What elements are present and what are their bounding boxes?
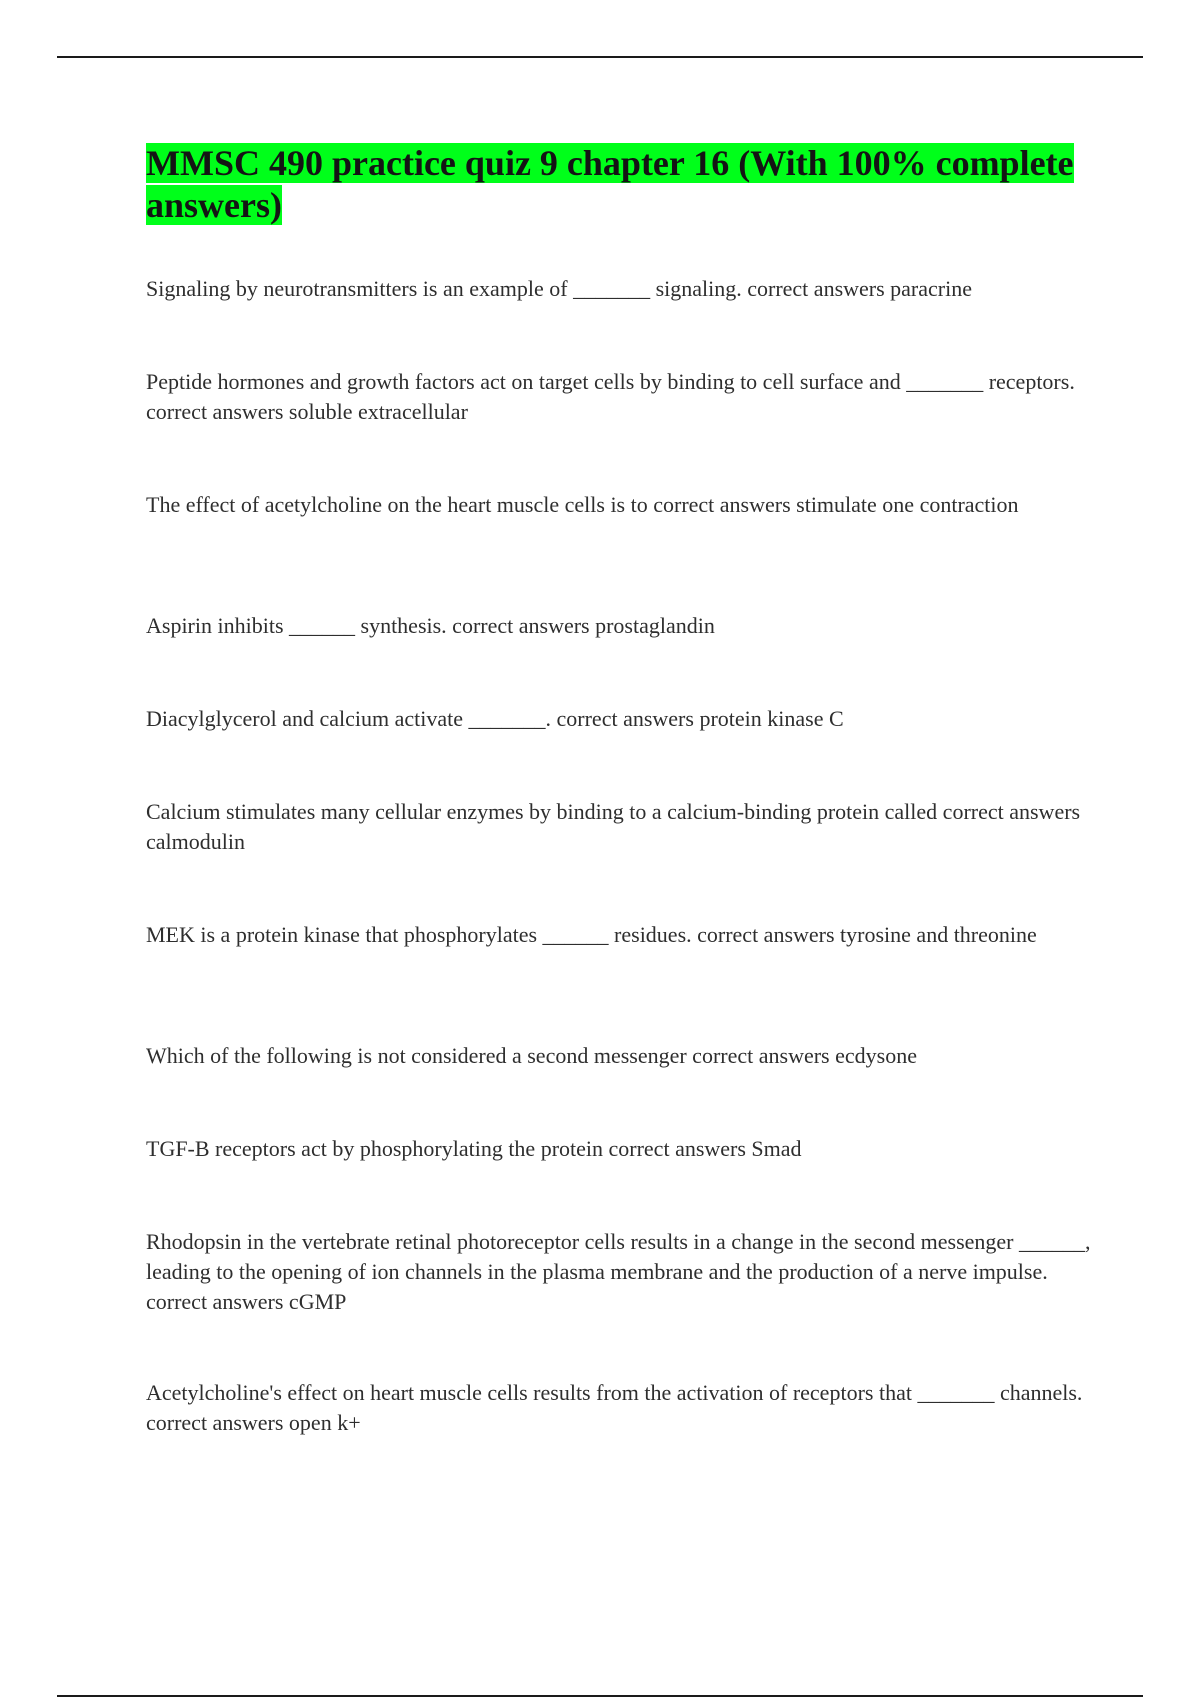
- qa-item: Rhodopsin in the vertebrate retinal photoreceptor cells results in a change in the second messenger ______, leading to the opening of ion channels in the plasma membrane and the production of a nerve impulse. correct answers cGMP: [146, 1229, 1091, 1314]
- bottom-rule: [57, 1695, 1143, 1697]
- qa-item: The effect of acetylcholine on the heart muscle cells is to correct answers stimulate one contraction: [146, 492, 1019, 517]
- qa-item: Signaling by neurotransmitters is an example of _______ signaling. correct answers paracrine: [146, 276, 972, 301]
- qa-item: Acetylcholine's effect on heart muscle cells results from the activation of receptors that _______ channels. correct answers open k+: [146, 1380, 1083, 1435]
- qa-item: Which of the following is not considered a second messenger correct answers ecdysone: [146, 1043, 917, 1068]
- qa-item: MEK is a protein kinase that phosphorylates ______ residues. correct answers tyrosine and threonine: [146, 922, 1037, 947]
- qa-item: Calcium stimulates many cellular enzymes by binding to a calcium-binding protein called correct answers calmodulin: [146, 799, 1081, 854]
- qa-item: TGF-B receptors act by phosphorylating the protein correct answers Smad: [146, 1136, 802, 1161]
- qa-item: Peptide hormones and growth factors act on target cells by binding to cell surface and _______ receptors. correct answers soluble extracellular: [146, 369, 1075, 424]
- top-rule: [57, 56, 1143, 58]
- qa-item: Diacylglycerol and calcium activate _______. correct answers protein kinase C: [146, 706, 844, 731]
- qa-item: Aspirin inhibits ______ synthesis. correct answers prostaglandin: [146, 613, 715, 638]
- document-title: [146, 142, 1086, 226]
- title-highlight: MMSC 490 practice quiz 9 chapter 16 (With 100% complete answers): [146, 143, 1074, 225]
